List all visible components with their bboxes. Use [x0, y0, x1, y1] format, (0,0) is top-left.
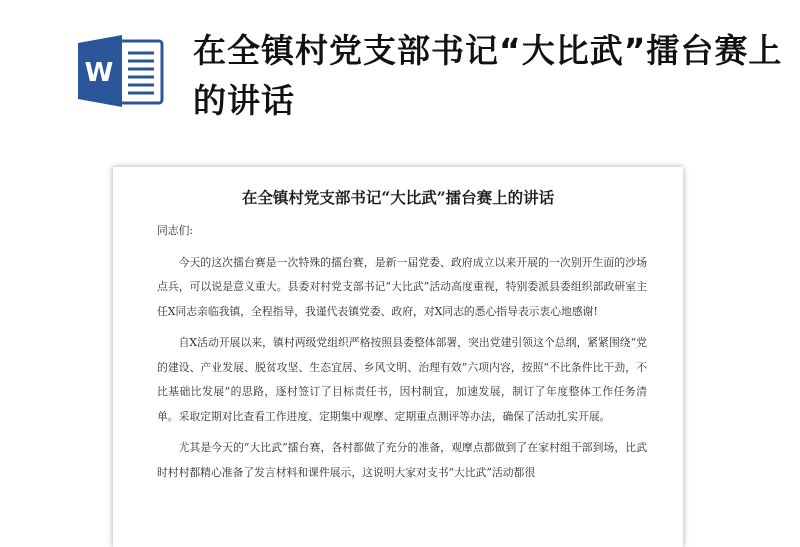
header: [0, 0, 800, 140]
paragraph-2: 自X活动开展以来，镇村两级党组织严格按照县委整体部署，突出党建引领这个总纲，紧紧围绕“党的建设、产业发展、脱贫攻坚、生态宜居、乡风文明、治理有效”六项内容，按照“不比条件比干劲，不比基础比发展”的思路，逐村签订了目标责任书，因村制宜，加速发展，制订了年度整体工作任务清单。采取定期对比查看工作进度、定期集中观摩、定期重点测评等办法，确保了活动扎实开展。: [157, 336, 647, 423]
word-document-icon: [78, 33, 166, 109]
paragraph-3: 尤其是今天的“大比武”擂台赛，各村都做了充分的准备，观摩点都做到了在家村组干部到场，比武时村村都精心准备了发言材料和课件展示，这说明大家对支书“大比武”活动都很: [157, 441, 647, 479]
word-icon-letter: W: [84, 58, 114, 88]
paragraph-1: 今天的这次擂台赛是一次特殊的擂台赛，是新一届党委、政府成立以来开展的一次别开生面的沙场点兵，可以说是意义重大。县委对村党支部书记“大比武”活动高度重视，特别委派县委组织部政研室主任X同志亲临我镇，全程指导，我谨代表镇党委、政府，对X同志的悉心指导表示衷心地感谢!: [157, 255, 647, 318]
document-body: [157, 219, 647, 492]
salutation: 同志们:: [157, 224, 194, 237]
page-title: 在全镇村党支部书记“大比武”擂台赛上的讲话: [193, 31, 783, 120]
document-title: 在全镇村党支部书记“大比武”擂台赛上的讲话: [241, 188, 555, 207]
document-page: [113, 167, 683, 547]
